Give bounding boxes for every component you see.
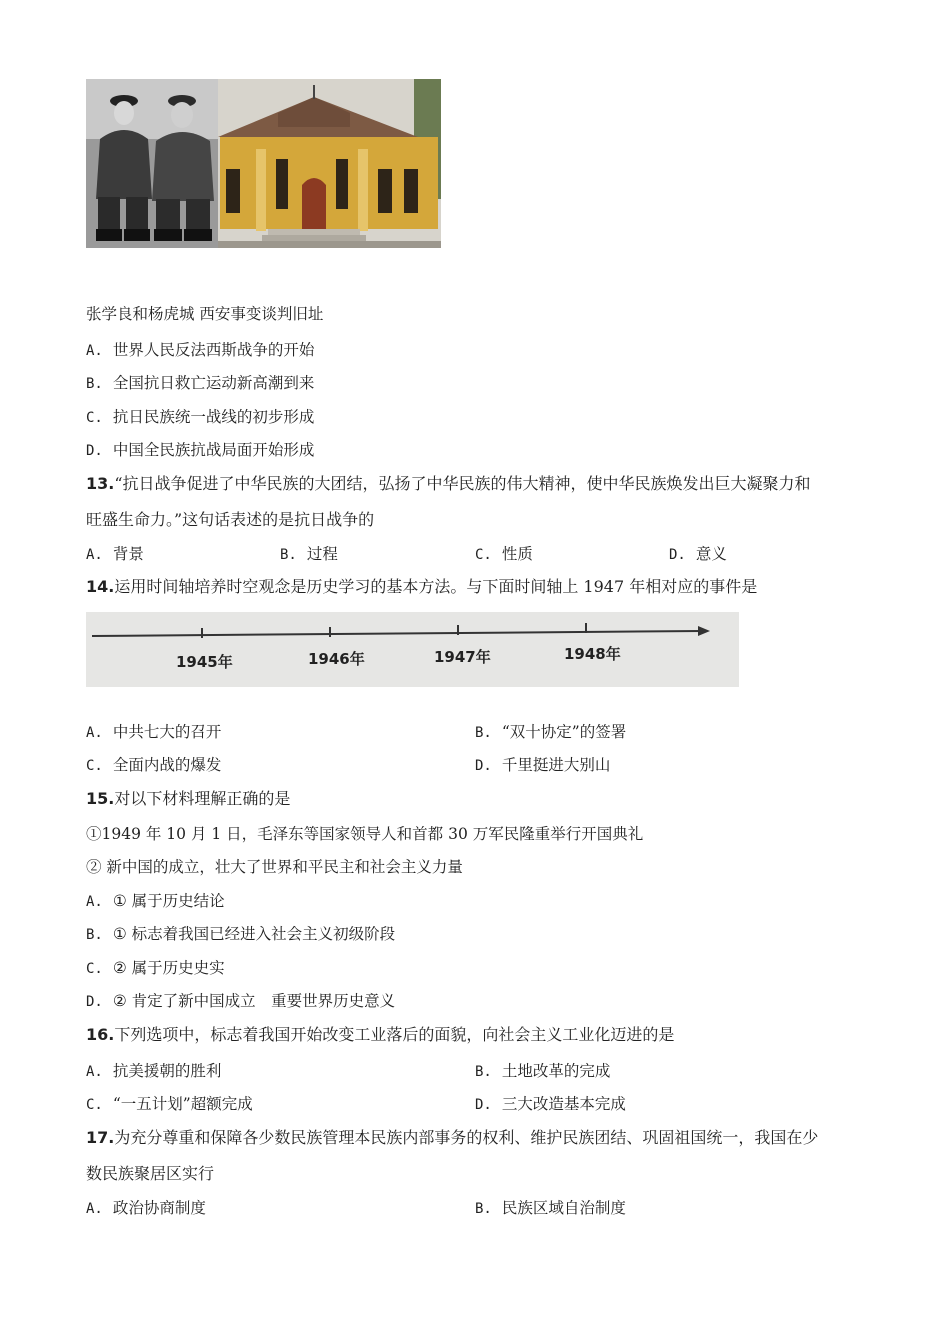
option-text: 抗美援朝的胜利 [112,1062,222,1080]
question-text: 对以下材料理解正确的是 [114,789,291,808]
option-text: 世界人民反法西斯战争的开始 [112,341,315,359]
q12-option-d[interactable] [86,439,314,462]
q16-stem [86,1024,674,1046]
q12-option-a[interactable] [86,339,314,362]
option-text: 意义 [695,545,727,563]
question-number: 16. [86,1025,115,1044]
question-text: 运用时间轴培养时空观念是历史学习的基本方法。与下面时间轴上 1947 年相对应的事件是 [114,577,758,596]
q14-option-b[interactable] [475,721,626,744]
option-letter: A. [86,343,103,359]
option-text: 过程 [306,545,338,563]
question-number: 14. [86,577,115,596]
timeline-arrow [698,626,710,636]
q15-option-d[interactable] [86,990,395,1013]
option-letter: B. [475,1201,492,1217]
option-letter: C. [86,758,103,774]
question-text: 下列选项中，标志着我国开始改变工业落后的面貌，向社会主义工业化迈进的是 [114,1025,675,1044]
q13-option-d[interactable] [669,543,727,566]
photo-caption: 张学良和杨虎城 西安事变谈判旧址 [86,305,324,323]
q15-option-c[interactable] [86,957,225,980]
option-text: 土地改革的完成 [501,1062,611,1080]
q13-stem-line2: 旺盛生命力。”这句话表述的是抗日战争的 [86,510,375,529]
option-letter: D. [475,1097,492,1113]
q15-material-1: ①1949 年 10 月 1 日，毛泽东等国家领导人和首都 30 万军民隆重举行开国典礼 [86,825,644,843]
option-letter: A. [86,1064,103,1080]
q14-stem [86,576,757,598]
timeline-label-1947: 1947年 [434,648,491,666]
option-text: ① 属于历史结论 [112,892,225,910]
option-letter: C. [86,410,103,426]
option-text: 抗日民族统一战线的初步形成 [112,408,315,426]
timeline-label-1945: 1945年 [176,653,233,671]
option-text: 全面内战的爆发 [112,756,222,774]
q12-option-c[interactable] [86,406,314,429]
option-letter: A. [86,725,103,741]
option-letter: A. [86,894,103,910]
q16-option-d[interactable] [475,1093,626,1116]
q16-option-c[interactable] [86,1093,253,1116]
option-letter: C. [86,961,103,977]
option-text: ① 标志着我国已经进入社会主义初级阶段 [112,925,396,943]
q15-option-a[interactable] [86,890,225,913]
option-text: “一五计划”超额完成 [112,1095,253,1113]
option-letter: B. [475,1064,492,1080]
q17-option-b[interactable] [475,1197,626,1220]
option-letter: A. [86,547,103,563]
option-text: 民族区域自治制度 [501,1199,626,1217]
q16-option-a[interactable] [86,1060,221,1083]
option-letter: D. [669,547,686,563]
q12-option-b[interactable] [86,372,314,395]
q15-option-b[interactable] [86,923,395,946]
q16-option-b[interactable] [475,1060,610,1083]
question-number: 15. [86,789,115,808]
option-letter: B. [280,547,297,563]
question-text: 为充分尊重和保障各少数民族管理本民族内部事务的权利、维护民族团结、巩固祖国统一，我国在少 [114,1128,819,1147]
q14-option-c[interactable] [86,754,221,777]
q17-stem-line1 [86,1127,818,1149]
timeline-label-1946: 1946年 [308,650,365,668]
option-letter: D. [475,758,492,774]
q13-option-b[interactable] [280,543,338,566]
q13-option-a[interactable] [86,543,144,566]
option-text: 背景 [112,545,144,563]
option-letter: B. [475,725,492,741]
q14-option-d[interactable] [475,754,610,777]
option-text: 中国全民族抗战局面开始形成 [112,441,315,459]
question-text: “抗日战争促进了中华民族的大团结，弘扬了中华民族的伟大精神，使中华民族焕发出巨大凝聚力和 [114,474,811,493]
option-text: 三大改造基本完成 [501,1095,626,1113]
option-text: ② 肯定了新中国成立 重要世界历史意义 [112,992,396,1010]
option-text: 千里挺进大别山 [501,756,611,774]
option-letter: B. [86,927,103,943]
q13-stem-line1 [86,473,811,495]
option-letter: A. [86,1201,103,1217]
photo-zhang-xueliang-yang-hucheng [86,79,218,248]
option-text: 性质 [501,545,533,563]
q15-stem [86,788,290,810]
question-number: 17. [86,1128,115,1147]
option-letter: D. [86,994,103,1010]
timeline-image [86,612,739,687]
q17-stem-line2: 数民族聚居区实行 [86,1164,215,1183]
timeline-label-1948: 1948年 [564,645,621,663]
option-text: 中共七大的召开 [112,723,222,741]
q17-option-a[interactable] [86,1197,206,1220]
timeline-axis [92,631,702,636]
option-text: “双十协定”的签署 [501,723,627,741]
option-letter: C. [475,547,492,563]
option-text: 全国抗日救亡运动新高潮到来 [112,374,315,392]
option-letter: D. [86,443,103,459]
photo-xian-incident-site [218,79,441,248]
question-number: 13. [86,474,115,493]
option-text: ② 属于历史史实 [112,959,225,977]
option-letter: B. [86,376,103,392]
q15-material-2: ② 新中国的成立，壮大了世界和平民主和社会主义力量 [86,858,463,876]
q13-option-c[interactable] [475,543,533,566]
option-text: 政治协商制度 [112,1199,206,1217]
option-letter: C. [86,1097,103,1113]
q14-option-a[interactable] [86,721,221,744]
